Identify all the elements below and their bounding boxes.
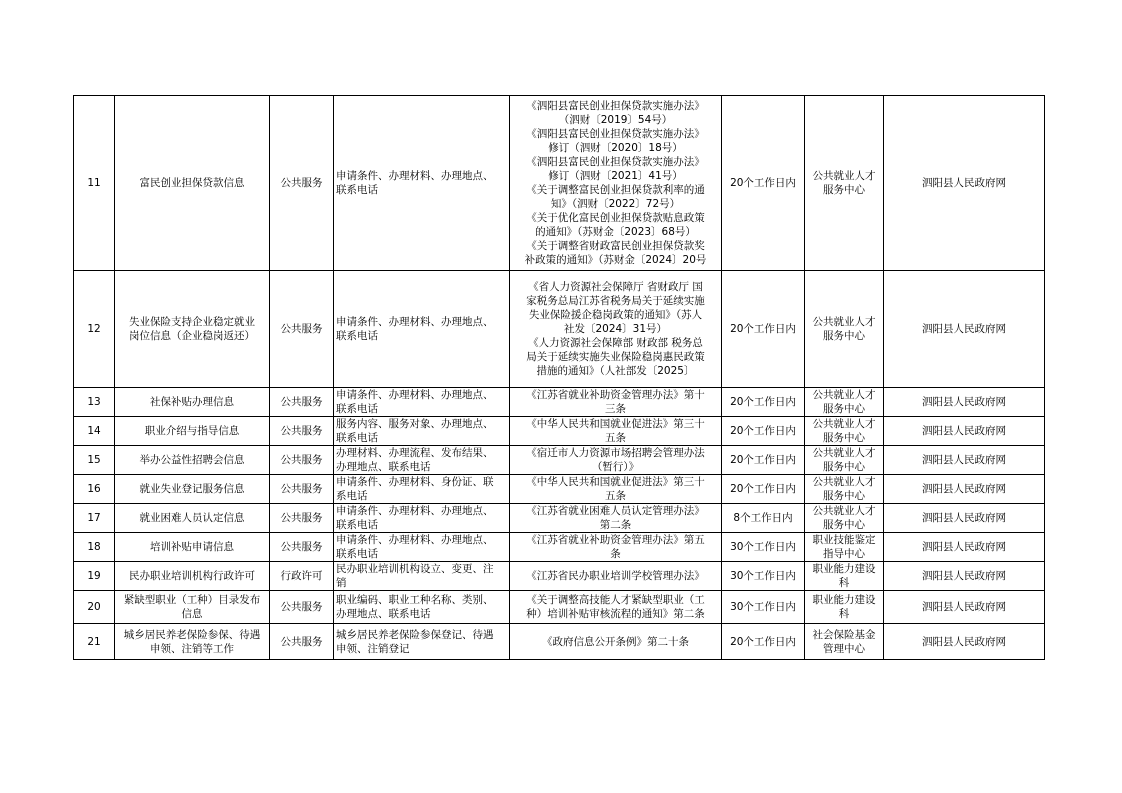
info-item-name	[115, 562, 270, 591]
info-item-name-line: 就业失业登记服务信息	[139, 483, 245, 495]
legal-basis	[510, 446, 722, 475]
responsible-department	[805, 504, 884, 533]
table-row	[74, 96, 1045, 271]
legal-basis-line: 修订（泗财〔2020〕18号）	[548, 142, 683, 154]
row-number: 11	[74, 96, 115, 271]
disclosure-channel: 泗阳县人民政府网	[884, 417, 1045, 446]
info-item-name-line: 培训补贴申请信息	[150, 541, 234, 553]
time-limit: 20个工作日内	[722, 475, 805, 504]
responsible-department-line: 社会保险基金	[812, 628, 876, 641]
legal-basis-line: 《江苏省就业补助资金管理办法》第五	[526, 534, 705, 546]
row-number: 20	[74, 591, 115, 624]
legal-basis-line: 的通知》（苏财金〔2023〕68号）	[535, 226, 696, 238]
legal-basis-line: 《泗阳县富民创业担保贷款实施办法》	[526, 100, 705, 112]
disclosure-content-line: 联系电话	[336, 548, 378, 560]
responsible-department-line: 科	[838, 577, 850, 589]
time-limit: 8个工作日内	[722, 504, 805, 533]
info-item-name-line: 就业困难人员认定信息	[139, 512, 245, 524]
legal-basis-line: 《泗阳县富民创业担保贷款实施办法》	[526, 156, 705, 168]
disclosure-channel: 泗阳县人民政府网	[884, 533, 1045, 562]
legal-basis-line: 三条	[605, 403, 626, 415]
responsible-department-line: 服务中心	[823, 184, 865, 196]
row-number: 17	[74, 504, 115, 533]
info-category: 公共服务	[270, 504, 334, 533]
legal-basis-line: 《泗阳县富民创业担保贷款实施办法》	[526, 128, 705, 140]
table-row	[74, 624, 1045, 660]
time-limit: 20个工作日内	[722, 624, 805, 660]
legal-basis-line: 《关于调整省财政富民创业担保贷款奖	[526, 240, 705, 252]
disclosure-content-line: 职业编码、职业工种名称、类别、	[336, 594, 494, 606]
info-category: 公共服务	[270, 388, 334, 417]
disclosure-content-line: 申请条件、办理材料、办理地点、	[336, 316, 494, 328]
responsible-department	[805, 475, 884, 504]
disclosure-content-line: 城乡居民养老保险参保登记、待遇	[336, 628, 494, 641]
legal-basis-line: 《江苏省民办职业培训学校管理办法》	[526, 570, 705, 582]
row-number: 12	[74, 271, 115, 388]
table-row	[74, 446, 1045, 475]
responsible-department-line: 服务中心	[823, 432, 865, 444]
info-category: 公共服务	[270, 417, 334, 446]
disclosure-content-line: 申领、注销登记	[336, 642, 410, 655]
info-category: 公共服务	[270, 96, 334, 271]
legal-basis-line: 补政策的通知》（苏财金〔2024〕20号	[524, 254, 707, 266]
disclosure-content	[334, 388, 510, 417]
legal-basis-line: 第二条	[599, 519, 632, 531]
responsible-department	[805, 591, 884, 624]
legal-basis-line: 措施的通知》（人社部发〔2025〕	[536, 365, 695, 377]
legal-basis-line: 《省人力资源社会保障厅 省财政厅 国	[528, 281, 703, 293]
responsible-department	[805, 417, 884, 446]
disclosure-content	[334, 591, 510, 624]
info-item-name-line: 富民创业担保贷款信息	[139, 177, 245, 189]
responsible-department-line: 服务中心	[823, 330, 865, 342]
responsible-department	[805, 271, 884, 388]
info-item-name-line: 申领、注销等工作	[150, 642, 234, 655]
info-category: 行政许可	[270, 562, 334, 591]
legal-basis	[510, 624, 722, 660]
legal-basis-line: 《江苏省就业补助资金管理办法》第十	[526, 389, 705, 401]
responsible-department-line: 服务中心	[823, 519, 865, 531]
responsible-department	[805, 388, 884, 417]
info-category: 公共服务	[270, 446, 334, 475]
info-item-name-line: 信息	[181, 608, 203, 620]
responsible-department-line: 科	[838, 608, 850, 620]
legal-basis-line: 社发〔2024〕31号）	[563, 323, 668, 335]
legal-basis-line: 知》（泗财〔2022〕72号）	[550, 198, 681, 210]
responsible-department-line: 指导中心	[823, 548, 865, 560]
legal-basis	[510, 562, 722, 591]
disclosure-channel: 泗阳县人民政府网	[884, 388, 1045, 417]
info-item-name	[115, 417, 270, 446]
info-category: 公共服务	[270, 475, 334, 504]
info-item-name-line: 举办公益性招聘会信息	[139, 454, 245, 466]
legal-basis-line: 修订（泗财〔2021〕41号）	[548, 170, 683, 182]
responsible-department	[805, 446, 884, 475]
responsible-department-line: 服务中心	[823, 490, 865, 502]
legal-basis-line: （泗财〔2019〕54号）	[558, 114, 673, 126]
disclosure-content	[334, 417, 510, 446]
info-item-name	[115, 271, 270, 388]
table-row	[74, 562, 1045, 591]
legal-basis-line: 《关于优化富民创业担保贷款贴息政策	[526, 212, 705, 224]
table-row	[74, 271, 1045, 388]
legal-basis	[510, 417, 722, 446]
row-number: 21	[74, 624, 115, 660]
info-category: 公共服务	[270, 271, 334, 388]
time-limit: 20个工作日内	[722, 271, 805, 388]
info-item-name	[115, 533, 270, 562]
legal-basis-line: 《人力资源社会保障部 财政部 税务总	[528, 337, 703, 349]
responsible-department	[805, 624, 884, 660]
disclosure-content-line: 办理地点、联系电话	[336, 608, 431, 620]
responsible-department-line: 职业能力建设	[812, 594, 876, 606]
responsible-department	[805, 562, 884, 591]
legal-basis	[510, 504, 722, 533]
legal-basis-line: 五条	[605, 432, 626, 444]
legal-basis-line: 《政府信息公开条例》第二十条	[542, 635, 689, 648]
disclosure-content-line: 联系电话	[336, 184, 378, 196]
table-row	[74, 417, 1045, 446]
disclosure-channel: 泗阳县人民政府网	[884, 475, 1045, 504]
disclosure-content	[334, 624, 510, 660]
time-limit: 30个工作日内	[722, 562, 805, 591]
disclosure-content	[334, 96, 510, 271]
disclosure-channel: 泗阳县人民政府网	[884, 504, 1045, 533]
time-limit: 20个工作日内	[722, 446, 805, 475]
disclosure-content-line: 联系电话	[336, 403, 378, 415]
disclosure-channel: 泗阳县人民政府网	[884, 446, 1045, 475]
disclosure-channel: 泗阳县人民政府网	[884, 562, 1045, 591]
responsible-department-line: 职业技能鉴定	[812, 534, 876, 546]
row-number: 13	[74, 388, 115, 417]
row-number: 14	[74, 417, 115, 446]
table-row	[74, 388, 1045, 417]
responsible-department-line: 公共就业人才	[812, 505, 876, 517]
legal-basis	[510, 388, 722, 417]
row-number: 19	[74, 562, 115, 591]
table-row	[74, 504, 1045, 533]
disclosure-content-line: 服务内容、服务对象、办理地点、	[336, 418, 494, 430]
legal-basis	[510, 271, 722, 388]
disclosure-channel: 泗阳县人民政府网	[884, 96, 1045, 271]
info-item-name	[115, 388, 270, 417]
info-item-name-line: 社保补贴办理信息	[150, 396, 234, 408]
responsible-department-line: 公共就业人才	[812, 418, 876, 430]
info-category: 公共服务	[270, 533, 334, 562]
row-number: 18	[74, 533, 115, 562]
info-item-name	[115, 504, 270, 533]
legal-basis-line: 《关于调整富民创业担保贷款利率的通	[526, 184, 705, 196]
responsible-department-line: 服务中心	[823, 461, 865, 473]
disclosure-content-line: 联系电话	[336, 432, 378, 444]
info-item-name-line: 失业保险支持企业稳定就业	[129, 316, 255, 328]
info-item-name	[115, 624, 270, 660]
info-item-name	[115, 446, 270, 475]
table-row	[74, 591, 1045, 624]
info-item-name-line: 紧缺型职业（工种）目录发布	[123, 594, 261, 606]
info-category: 公共服务	[270, 591, 334, 624]
responsible-department-line: 公共就业人才	[812, 316, 876, 328]
legal-basis-line: （暂行）》	[591, 461, 640, 473]
time-limit: 30个工作日内	[722, 591, 805, 624]
disclosure-content	[334, 271, 510, 388]
legal-basis	[510, 591, 722, 624]
disclosure-content-line: 销	[336, 577, 347, 589]
disclosure-content-line: 申请条件、办理材料、办理地点、	[336, 389, 494, 401]
disclosure-content-line: 办理材料、办理流程、发布结果、	[336, 447, 494, 459]
responsible-department-line: 公共就业人才	[812, 170, 876, 182]
legal-basis-line: 家税务总局江苏省税务局关于延续实施	[526, 295, 705, 307]
info-item-name-line: 岗位信息（企业稳岗返还）	[129, 330, 255, 342]
row-number: 16	[74, 475, 115, 504]
responsible-department-line: 公共就业人才	[812, 447, 876, 459]
responsible-department-line: 职业能力建设	[812, 563, 876, 575]
legal-basis-line: 失业保险援企稳岗政策的通知》（苏人	[528, 309, 703, 321]
table-row	[74, 475, 1045, 504]
info-item-name	[115, 96, 270, 271]
disclosure-content	[334, 446, 510, 475]
disclosure-content-line: 联系电话	[336, 519, 378, 531]
responsible-department-line: 服务中心	[823, 403, 865, 415]
legal-basis	[510, 475, 722, 504]
disclosure-content	[334, 504, 510, 533]
disclosure-content-line: 民办职业培训机构设立、变更、注	[336, 563, 494, 575]
legal-basis-line: 《中华人民共和国就业促进法》第三十	[526, 476, 705, 488]
disclosure-content-line: 联系电话	[336, 330, 378, 342]
row-number: 15	[74, 446, 115, 475]
legal-basis-line: 种）培训补贴审核流程的通知》第二条	[526, 608, 705, 620]
time-limit: 20个工作日内	[722, 96, 805, 271]
legal-basis-line: 《关于调整高技能人才紧缺型职业（工	[526, 594, 705, 606]
disclosure-channel: 泗阳县人民政府网	[884, 591, 1045, 624]
disclosure-content-line: 申请条件、办理材料、身份证、联	[336, 476, 494, 488]
table-row	[74, 533, 1045, 562]
time-limit: 20个工作日内	[722, 388, 805, 417]
info-item-name-line: 城乡居民养老保险参保、待遇	[123, 628, 261, 641]
disclosure-content-line: 办理地点、联系电话	[336, 461, 431, 473]
legal-basis-line: 条	[610, 548, 621, 560]
legal-basis	[510, 96, 722, 271]
responsible-department-line: 管理中心	[823, 642, 865, 655]
disclosure-content	[334, 475, 510, 504]
info-category: 公共服务	[270, 624, 334, 660]
legal-basis-line: 《江苏省就业困难人员认定管理办法》	[526, 505, 705, 517]
info-item-name	[115, 475, 270, 504]
responsible-department-line: 公共就业人才	[812, 476, 876, 488]
legal-basis-line: 五条	[605, 490, 626, 502]
disclosure-content-line: 申请条件、办理材料、办理地点、	[336, 534, 494, 546]
disclosure-content-line: 申请条件、办理材料、办理地点、	[336, 170, 494, 182]
info-item-name-line: 职业介绍与指导信息	[144, 425, 240, 437]
legal-basis-line: 《宿迁市人力资源市场招聘会管理办法	[526, 447, 705, 459]
table-body	[74, 96, 1045, 660]
time-limit: 30个工作日内	[722, 533, 805, 562]
legal-basis	[510, 533, 722, 562]
disclosure-channel: 泗阳县人民政府网	[884, 271, 1045, 388]
disclosure-channel: 泗阳县人民政府网	[884, 624, 1045, 660]
info-disclosure-table	[73, 95, 1045, 660]
disclosure-content-line: 系电话	[336, 490, 368, 502]
responsible-department	[805, 96, 884, 271]
disclosure-content	[334, 533, 510, 562]
legal-basis-line: 《中华人民共和国就业促进法》第三十	[526, 418, 705, 430]
info-item-name	[115, 591, 270, 624]
legal-basis-line: 局关于延续实施失业保险稳岗惠民政策	[526, 351, 705, 363]
disclosure-content	[334, 562, 510, 591]
responsible-department-line: 公共就业人才	[812, 389, 876, 401]
responsible-department	[805, 533, 884, 562]
disclosure-content-line: 申请条件、办理材料、办理地点、	[336, 505, 494, 517]
info-item-name-line: 民办职业培训机构行政许可	[129, 570, 255, 582]
time-limit: 20个工作日内	[722, 417, 805, 446]
